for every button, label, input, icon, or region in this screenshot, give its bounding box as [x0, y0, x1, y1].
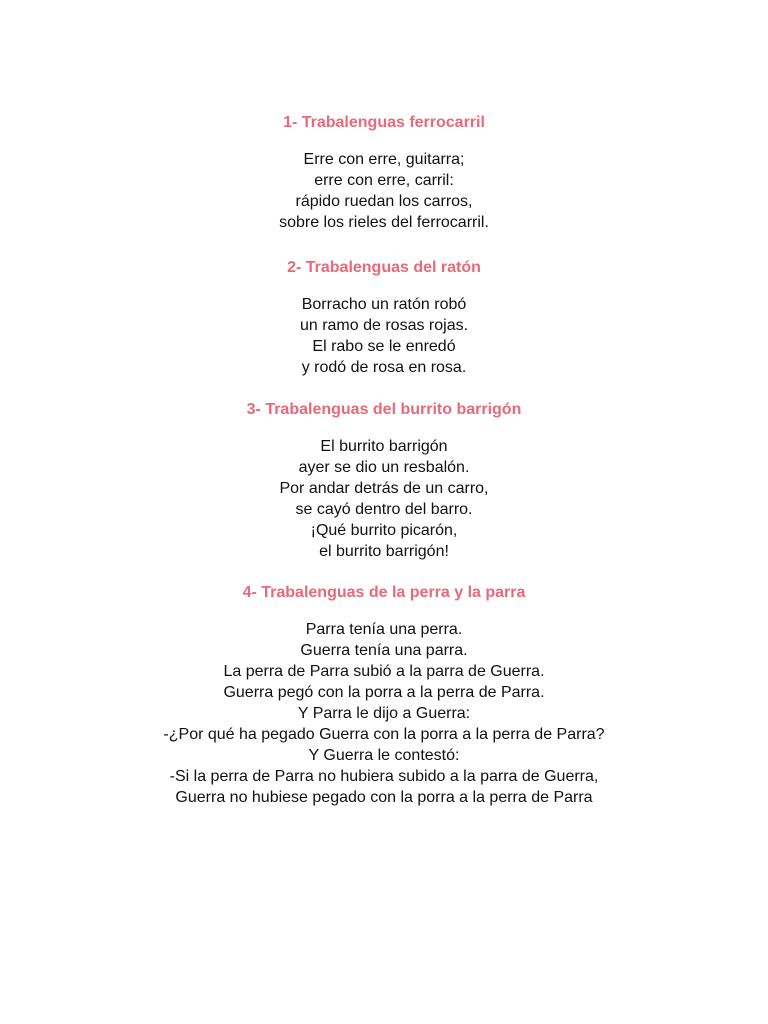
verse-line: El rabo se le enredó [312, 338, 456, 355]
verse-line: Guerra tenía una parra. [300, 642, 468, 659]
verse-line: Guerra pegó con la porra a la perra de Parra. [223, 684, 545, 701]
verse-line: El burrito barrigón [320, 438, 448, 455]
verse-line: Parra tenía una perra. [305, 621, 463, 638]
section-heading: 2- Trabalenguas del ratón [287, 259, 481, 276]
verse-line: erre con erre, carril: [314, 172, 454, 189]
verse-line: La perra de Parra subió a la parra de Guerra. [223, 663, 545, 680]
verse-line: Guerra no hubiese pegado con la porra a la perra de Parra [175, 789, 593, 806]
verse-line: se cayó dentro del barro. [295, 501, 473, 518]
verse-line: Y Guerra le contestó: [308, 747, 460, 764]
verse-line: ayer se dio un resbalón. [298, 459, 470, 476]
verse-line: el burrito barrigón! [319, 543, 449, 560]
verse [0, 619, 768, 808]
verse-line: Y Parra le dijo a Guerra: [297, 705, 471, 722]
verse [0, 149, 768, 233]
verse-line: y rodó de rosa en rosa. [301, 359, 467, 376]
tongue-twister-section-1 [0, 113, 768, 233]
section-heading: 1- Trabalenguas ferrocarril [283, 114, 485, 131]
verse [0, 436, 768, 562]
verse-line: ¡Qué burrito picarón, [310, 522, 458, 539]
verse-line: sobre los rieles del ferrocarril. [279, 214, 489, 231]
tongue-twister-section-3 [0, 400, 768, 562]
verse-line: Erre con erre, guitarra; [303, 151, 465, 168]
verse-line: un ramo de rosas rojas. [299, 317, 469, 334]
verse-line: Borracho un ratón robó [301, 296, 467, 313]
section-heading: 4- Trabalenguas de la perra y la parra [242, 584, 526, 601]
verse-line: -¿Por qué ha pegado Guerra con la porra a la perra de Parra? [163, 726, 605, 743]
verse [0, 294, 768, 378]
verse-line: -Si la perra de Parra no hubiera subido a la parra de Guerra, [169, 768, 599, 785]
tongue-twister-section-4 [0, 583, 768, 808]
section-heading: 3- Trabalenguas del burrito barrigón [246, 401, 522, 418]
tongue-twister-section-2 [0, 258, 768, 378]
verse-line: Por andar detrás de un carro, [279, 480, 489, 497]
verse-line: rápido ruedan los carros, [295, 193, 473, 210]
